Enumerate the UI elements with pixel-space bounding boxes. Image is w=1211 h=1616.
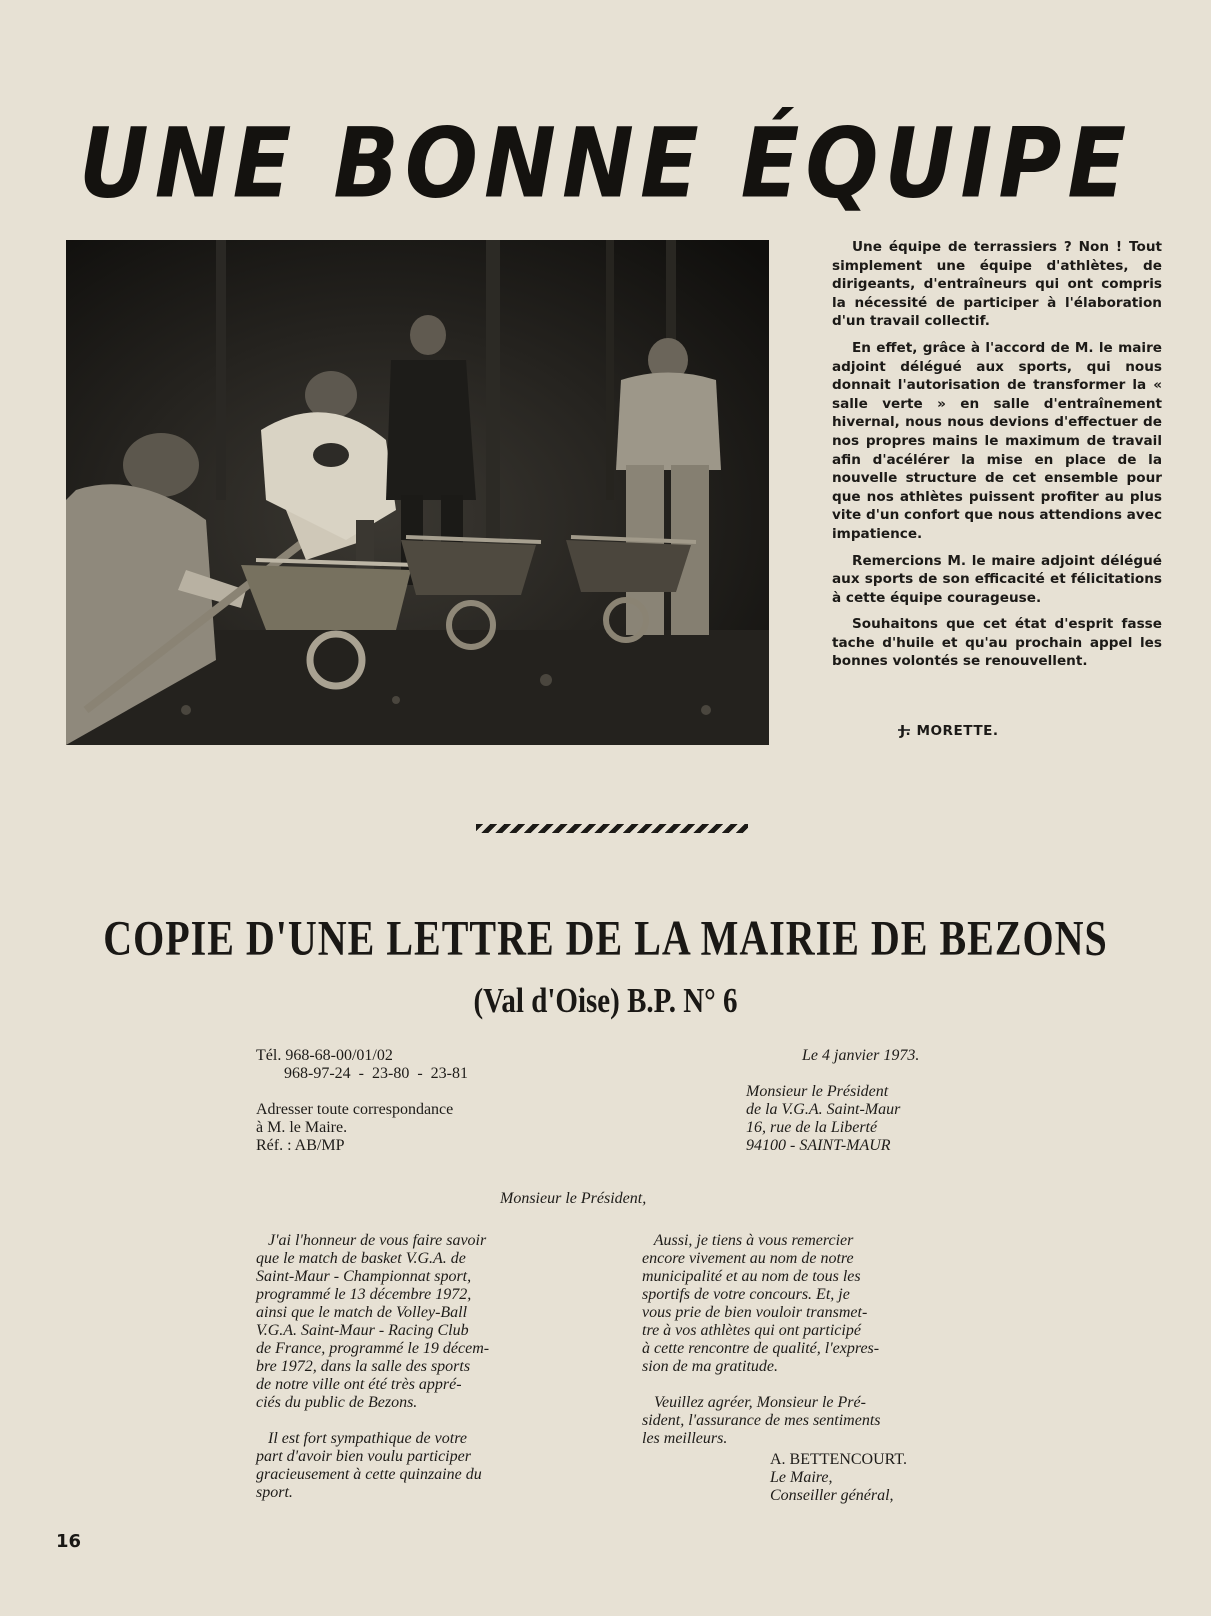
letter-line: Il est fort sympathique de votre xyxy=(256,1430,467,1447)
intro-paragraph: Une équipe de terrassiers ? Non ! Tout simplement une équipe d'athlètes, de dirigeants, d'entraîneurs qui ont compris la nécessité de participer à l'élaboration d'un travail collectif. xyxy=(832,239,1162,330)
letter-signoff xyxy=(770,1451,907,1505)
letter-line: J'ai l'honneur de vous faire savoir xyxy=(256,1232,487,1249)
photo-illustration xyxy=(66,240,769,745)
intro-paragraph: En effet, grâce à l'accord de M. le maire adjoint délégué aux sports, qui nous donnait l'autorisation de transformer la « salle verte » en salle d'entraînement hivernal, nous nous devions d'effectuer de nos propres mains le maximum de travail afin d'acélérer la mise en place de la nouvelle structure de cet ensemble pour que nos athlètes puissent profiter au plus vite d'un confort que nous attendions avec impatience. xyxy=(832,339,1162,542)
letter-paragraph xyxy=(256,1232,586,1412)
letter-line: Veuillez agréer, Monsieur le Pré- xyxy=(642,1394,866,1411)
letter-line: part d'avoir bien voulu participer xyxy=(256,1448,471,1465)
letter-paragraph xyxy=(256,1430,586,1502)
letter-line: ainsi que le match de Volley-Ball xyxy=(256,1304,468,1321)
letter-line: de notre ville ont été très appré- xyxy=(256,1376,462,1393)
letter-line: Saint-Maur - Championnat sport, xyxy=(256,1268,472,1285)
intro-article xyxy=(832,238,1162,679)
letter-right-column xyxy=(642,1232,972,1466)
letter-date: Le 4 janvier 1973. xyxy=(802,1047,920,1064)
section-separator xyxy=(476,824,748,833)
letter-line: sion de ma gratitude. xyxy=(642,1358,778,1375)
photo-workers-wheelbarrows xyxy=(66,240,769,745)
signoff-title: Conseiller général, xyxy=(770,1487,894,1504)
recipient-line: 16, rue de la Liberté xyxy=(746,1119,878,1136)
letter-line: programmé le 13 décembre 1972, xyxy=(256,1286,472,1303)
letter-left-column xyxy=(256,1232,586,1520)
telephone-line: 968-97-24 - 23-80 - 23-81 xyxy=(256,1065,468,1082)
correspondence-line: Réf. : AB/MP xyxy=(256,1137,345,1154)
letter-line: sportifs de votre concours. Et, je xyxy=(642,1286,850,1303)
article-signature: J. MORETTE. xyxy=(900,723,999,739)
recipient-line: Monsieur le Président xyxy=(746,1083,889,1100)
page-title: UNE BONNE ÉQUIPE xyxy=(78,108,1133,220)
letter-line: gracieusement à cette quinzaine du xyxy=(256,1466,482,1483)
letter-line: sport. xyxy=(256,1484,293,1501)
letter-salutation: Monsieur le Président, xyxy=(500,1190,647,1207)
letter-line: sident, l'assurance de mes sentiments xyxy=(642,1412,881,1429)
correspondence-line: à M. le Maire. xyxy=(256,1119,348,1136)
signoff-name: A. BETTENCOURT. xyxy=(770,1451,907,1468)
telephone-line: Tél. 968-68-00/01/02 xyxy=(256,1047,393,1064)
letter-paragraph xyxy=(642,1232,972,1376)
letter-heading: COPIE D'UNE LETTRE DE LA MAIRIE DE BEZONS xyxy=(103,909,1108,966)
signoff-title: Le Maire, xyxy=(770,1469,833,1486)
letter-line: ciés du public de Bezons. xyxy=(256,1394,418,1411)
letter-line: bre 1972, dans la salle des sports xyxy=(256,1358,471,1375)
recipient-block xyxy=(746,1083,900,1155)
correspondence-block xyxy=(256,1101,453,1155)
letter-line: municipalité et au nom de tous les xyxy=(642,1268,861,1285)
letter-line: que le match de basket V.G.A. de xyxy=(256,1250,466,1267)
telephone-block xyxy=(256,1047,468,1083)
letter-line: à cette rencontre de qualité, l'expres- xyxy=(642,1340,880,1357)
letter-line: Aussi, je tiens à vous remercier xyxy=(642,1232,854,1249)
letter-line: encore vivement au nom de notre xyxy=(642,1250,854,1267)
letter-paragraph xyxy=(642,1394,972,1448)
letter-subheading: (Val d'Oise) B.P. N° 6 xyxy=(473,982,738,1021)
letter-line: tre à vos athlètes qui ont participé xyxy=(642,1322,861,1339)
letter-line: les meilleurs. xyxy=(642,1430,728,1447)
correspondence-line: Adresser toute correspondance xyxy=(256,1101,454,1118)
letter-line: V.G.A. Saint-Maur - Racing Club xyxy=(256,1322,469,1339)
intro-paragraph: Remercions M. le maire adjoint délégué aux sports de son efficacité et félicitations à cette équipe courageuse. xyxy=(832,552,1162,606)
recipient-line: 94100 - SAINT-MAUR xyxy=(746,1137,891,1154)
page-number: 16 xyxy=(56,1531,82,1552)
letter-line: vous prie de bien vouloir transmet- xyxy=(642,1304,868,1321)
intro-paragraph: Souhaitons que cet état d'esprit fasse tache d'huile et qu'au prochain appel les bonnes volontés se renouvellent. xyxy=(832,616,1162,670)
letter-line: de France, programmé le 19 décem- xyxy=(256,1340,490,1357)
recipient-line: de la V.G.A. Saint-Maur xyxy=(746,1101,901,1118)
